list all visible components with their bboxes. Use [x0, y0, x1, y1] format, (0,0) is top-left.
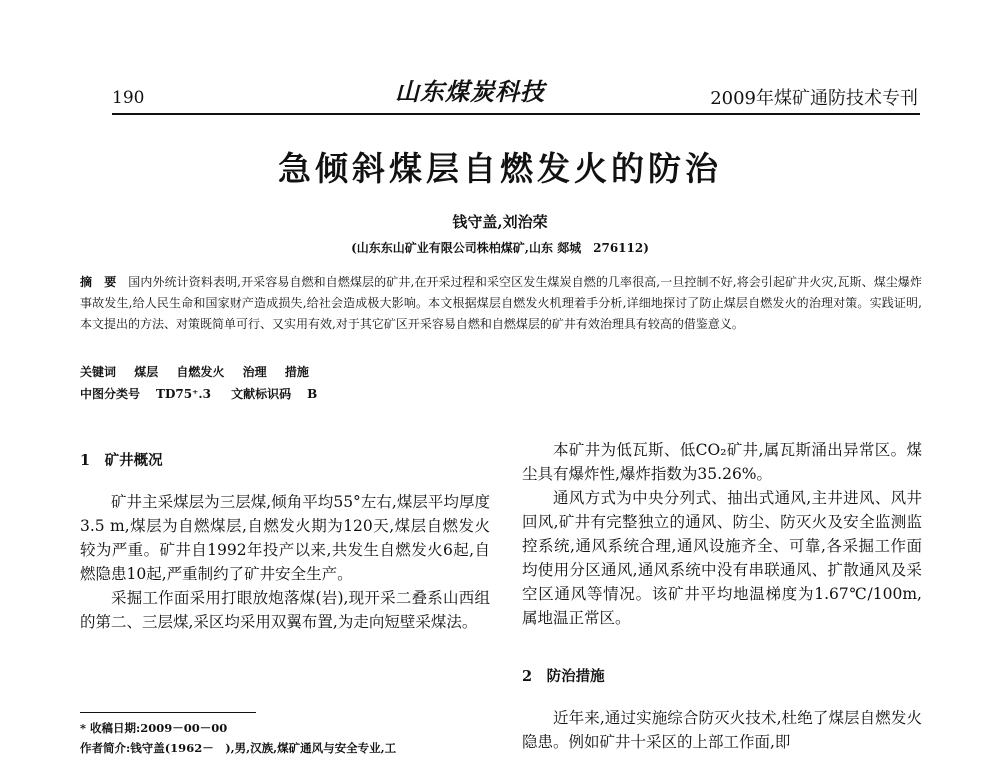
section-2-heading: 2 防治措施: [522, 668, 605, 685]
paper-title: 急倾斜煤层自燃发火的防治: [278, 149, 722, 188]
classification: [80, 385, 333, 402]
abstract-label: 摘 要: [80, 275, 117, 289]
paragraph: 矿井主采煤层为三层煤,倾角平均55°左右,煤层平均厚度3.5 m,煤层为自燃煤层,自燃发火期为120天,煤层自燃发火较为严重。矿井自1992年投产以来,共发生自燃发火6起,自燃隐患10起,严重制约了矿井安全生产。: [80, 493, 490, 583]
keyword: 煤层: [134, 365, 159, 379]
keywords-label: 关键词: [80, 365, 117, 379]
footnote-received: * 收稿日期:2009－00－00: [80, 721, 228, 735]
journal-logo: 山东煤炭科技: [395, 77, 545, 106]
clc-value: TD75⁺.3: [156, 387, 211, 401]
paragraph: 通风方式为中央分列式、抽出式通风,主井进风、风井回风,矿井有完整独立的通风、防尘、防灭火及安全监测监控系统,通风系统合理,通风设施齐全、可靠,各采掘工作面均使用分区通风,通风系统中没有串联通风、扩散通风及采空区通风等情况。该矿井平均地温梯度为1.67℃/100m,属地温正常区。: [522, 489, 922, 627]
keyword: 措施: [284, 365, 309, 379]
page-number: 190: [112, 88, 145, 108]
right-column-body-2: [522, 706, 922, 754]
keyword: 治理: [242, 365, 267, 379]
paragraph: 近年来,通过实施综合防灭火技术,杜绝了煤层自燃发火隐患。例如矿井十采区的上部工作面,即: [522, 709, 922, 751]
footnote-author-bio: 作者简介:钱守盖(1962－ ),男,汉族,煤矿通风与安全专业,工: [80, 741, 397, 755]
affiliation: (山东东山矿业有限公司株柏煤矿,山东 郯城 276112): [351, 241, 649, 255]
section-1-heading: 1 矿井概况: [80, 452, 163, 469]
right-column-body: [522, 438, 922, 630]
issue-label: 2009年煤矿通防技术专刊: [710, 88, 918, 109]
doc-code-label: 文献标识码: [231, 387, 292, 401]
left-column-body: [80, 490, 490, 634]
clc-label: 中图分类号: [80, 387, 141, 401]
keyword: 自燃发火: [176, 365, 225, 379]
paragraph: 本矿井为低瓦斯、低CO₂矿井,属瓦斯涌出异常区。煤尘具有爆炸性,爆炸指数为35.26%。: [522, 441, 922, 483]
authors: 钱守盖,刘治荣: [452, 213, 548, 231]
header-rule: [112, 113, 920, 115]
abstract: [80, 272, 922, 335]
keywords: [80, 363, 323, 380]
paragraph: 采掘工作面采用打眼放炮落煤(岩),现开采二叠系山西组的第二、三层煤,采区均采用双翼布置,为走向短壁采煤法。: [80, 589, 490, 631]
footnote-rule: [80, 712, 256, 713]
doc-code-value: B: [307, 387, 318, 401]
abstract-text: 国内外统计资料表明,开采容易自燃和自燃煤层的矿井,在开采过程和采空区发生煤炭自燃的几率很高,一旦控制不好,将会引起矿井火灾,瓦斯、煤尘爆炸事故发生,给人民生命和国家财产造成损失,给社会造成极大影响。本文根据煤层自燃发火机理着手分析,详细地探讨了防止煤层自燃发火的治理对策。实践证明,本文提出的方法、对策既简单可行、又实用有效,对于其它矿区开采容易自燃和自燃煤层的矿井有效治理具有较高的借鉴意义。: [80, 275, 922, 331]
